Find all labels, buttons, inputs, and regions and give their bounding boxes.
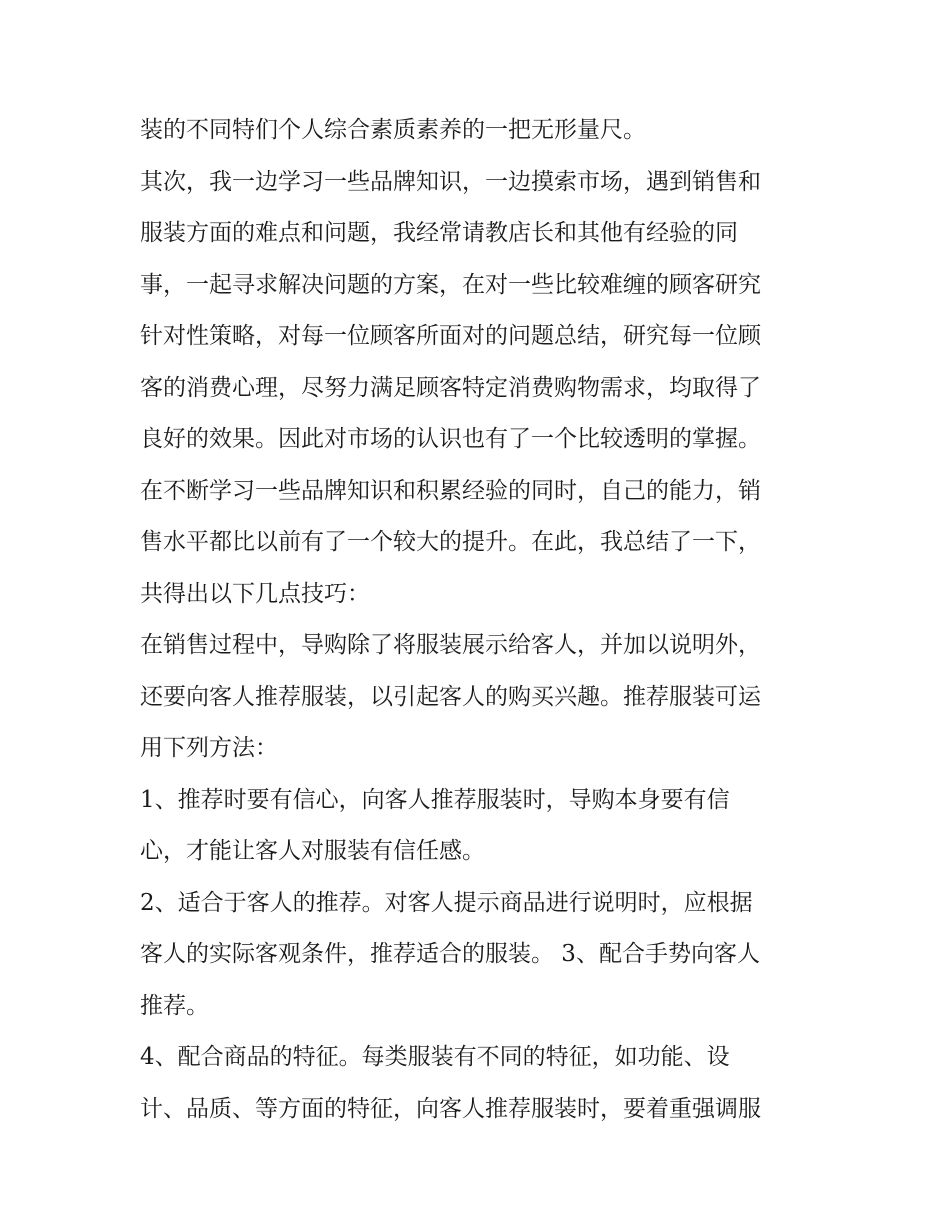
body-text: [140, 105, 840, 1135]
text-line: 针对性策略，对每一位顾客所面对的问题总结，研究每一位顾: [140, 323, 761, 349]
text-line: 4、配合商品的特征。每类服装有不同的特征，如功能、设: [140, 1044, 730, 1070]
text-line: 事，一起寻求解决问题的方案，在对一些比较难缠的顾客研究: [140, 271, 761, 298]
text-line: 共得出以下几点技巧：: [140, 580, 370, 607]
text-line: 心，才能让客人对服装有信任感。: [140, 838, 485, 864]
text-line: 推荐。: [140, 992, 209, 1019]
text-line: 1、推荐时要有信心，向客人推荐服装时，导购本身要有信: [140, 786, 730, 813]
text-line: 2、适合于客人的推荐。对客人提示商品进行说明时，应根据: [140, 889, 753, 916]
text-line: 其次，我一边学习一些品牌知识，一边摸索市场，遇到销售和: [140, 168, 761, 195]
text-line: 客的消费心理，尽努力满足顾客特定消费购物需求，均取得了: [140, 374, 761, 401]
text-line: 在不断学习一些品牌知识和积累经验的同时，自己的能力，销: [140, 477, 761, 504]
text-line: 还要向客人推荐服装，以引起客人的购买兴趣。推荐服装可运: [140, 683, 761, 710]
text-line: 在销售过程中，导购除了将服装展示给客人，并加以说明外，: [140, 632, 761, 658]
text-line: 计、品质、等方面的特征，向客人推荐服装时，要着重强调服: [140, 1095, 761, 1122]
text-line: 服装方面的难点和问题，我经常请教店长和其他有经验的同: [140, 220, 738, 246]
text-line: 良好的效果。因此对市场的认识也有了一个比较透明的掌握。: [140, 426, 761, 452]
text-line: 客人的实际客观条件，推荐适合的服装。 3、配合手势向客人: [140, 941, 760, 967]
text-line: 售水平都比以前有了一个较大的提升。在此，我总结了一下，: [140, 529, 761, 555]
text-line: 用下列方法：: [140, 735, 278, 761]
text-line: 装的不同特们个人综合素质素养的一把无形量尺。: [140, 117, 646, 143]
